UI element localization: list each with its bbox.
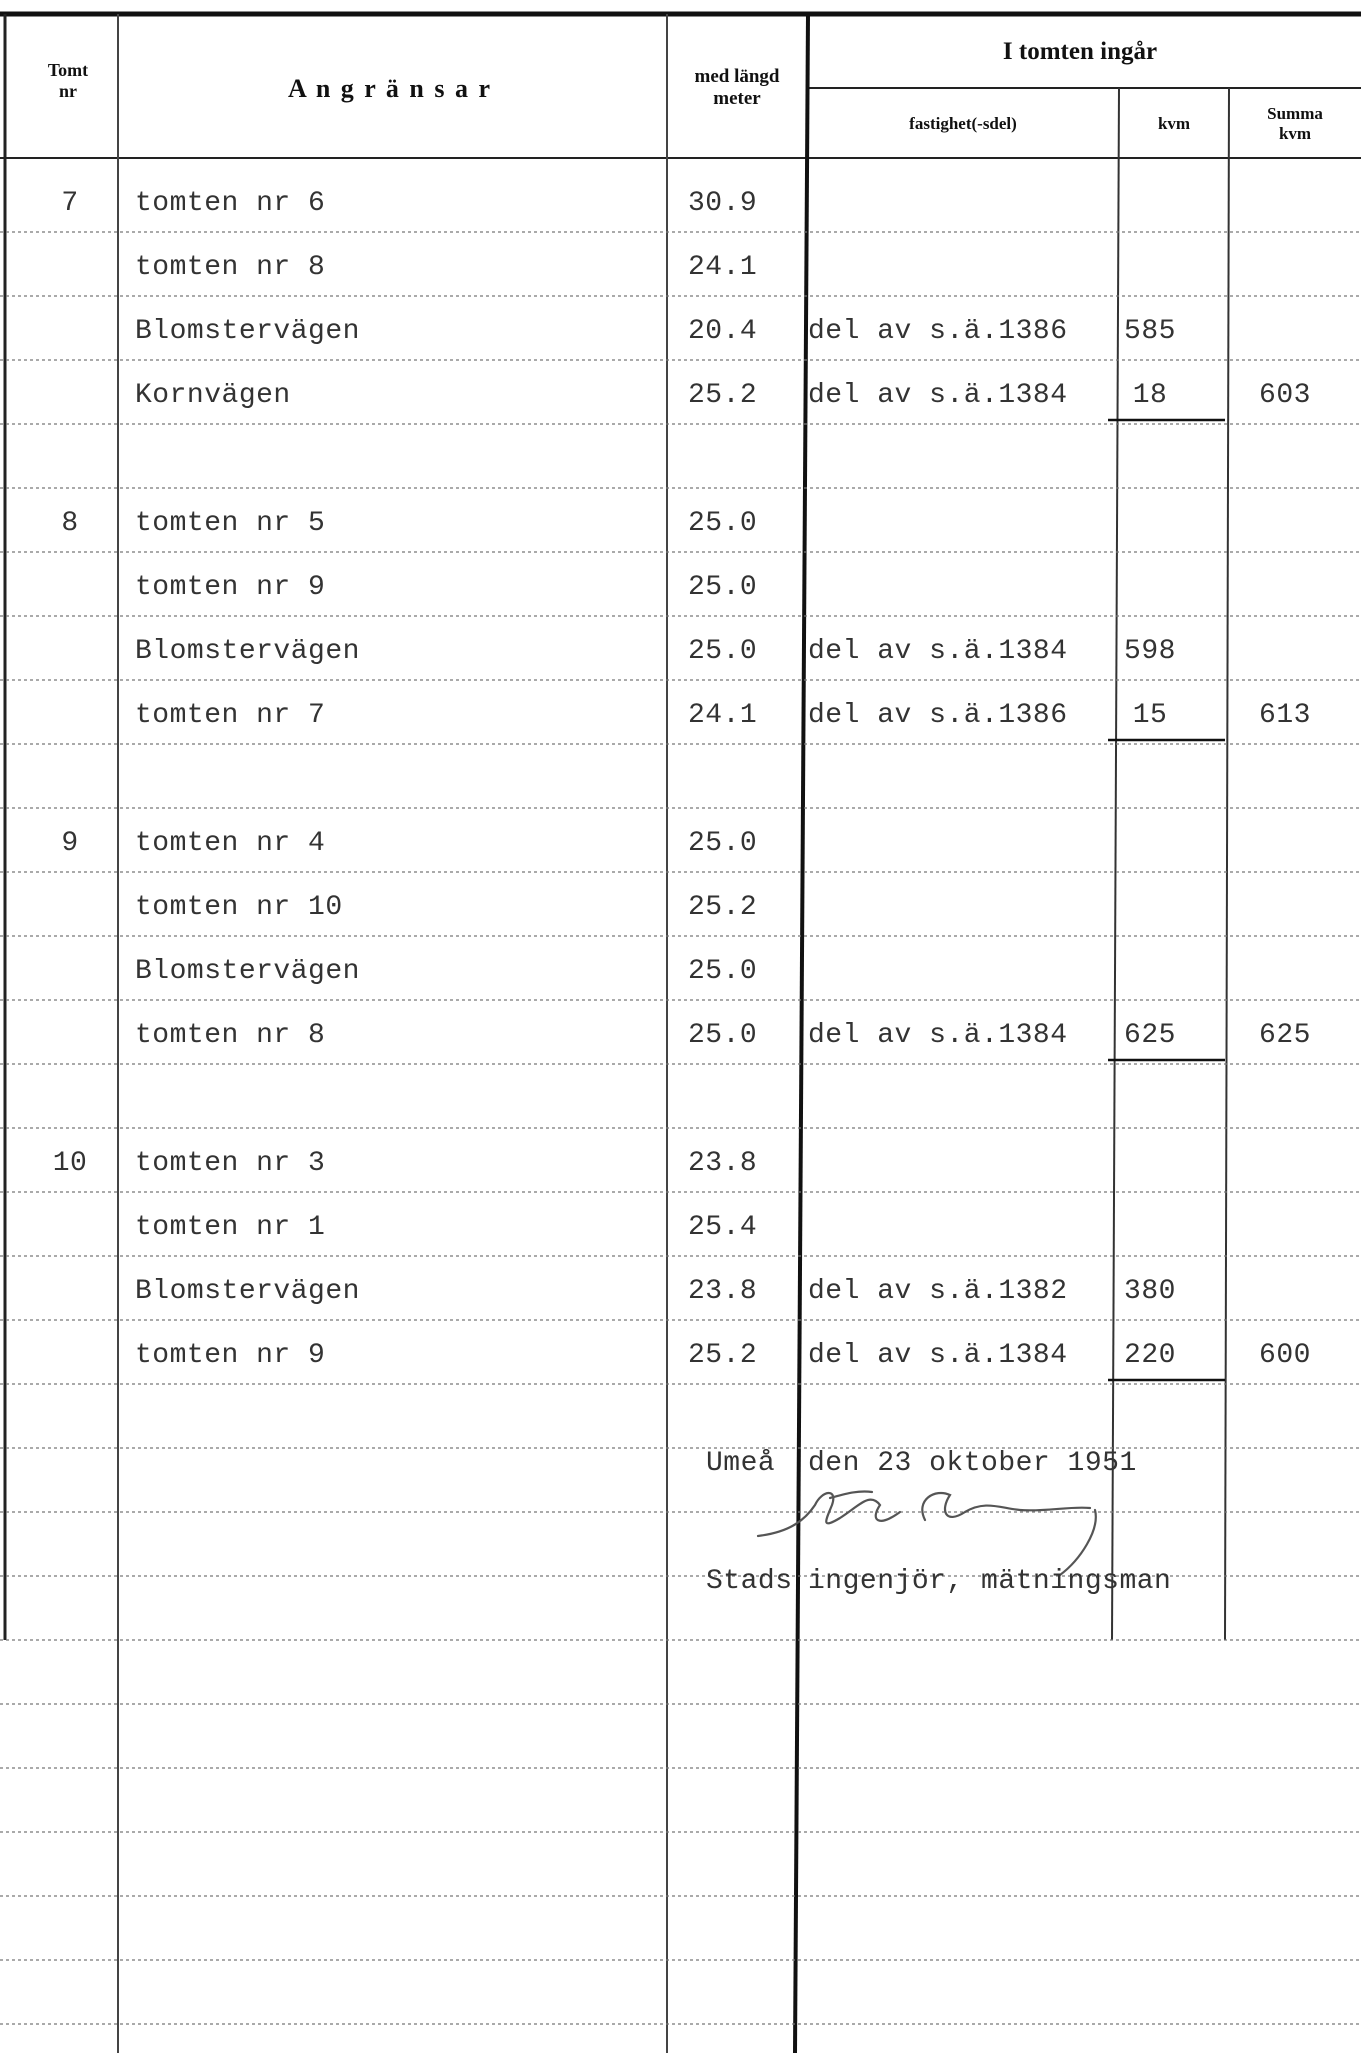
kvm-cell: 15 [1132, 700, 1168, 731]
tomt-number-cell: 8 [61, 508, 79, 539]
footer-title-right: ingenjör, mätningsman [808, 1566, 1172, 1597]
header-angransar: A n g r ä n s a r [288, 74, 492, 103]
header-summa [1229, 104, 1361, 143]
angransar-cell: tomten nr 6 [135, 188, 326, 219]
table-row [0, 820, 1361, 884]
summa-cell: 600 [1259, 1340, 1311, 1371]
table-row [0, 372, 1361, 436]
fastighet-cell: del av s.ä.1384 [808, 636, 1068, 667]
table-row [0, 564, 1361, 628]
langd-cell: 25.2 [688, 380, 758, 411]
footer-place: Umeå [706, 1448, 776, 1479]
langd-cell: 25.2 [688, 1340, 758, 1371]
table-row [0, 628, 1361, 692]
header-tomt-label: Tomt [47, 60, 89, 80]
angransar-cell: Blomstervägen [135, 1276, 360, 1307]
angransar-cell: tomten nr 5 [135, 508, 326, 539]
langd-cell: 25.2 [688, 892, 758, 923]
angransar-cell: tomten nr 9 [135, 1340, 326, 1371]
langd-cell: 23.8 [688, 1276, 758, 1307]
langd-cell: 30.9 [688, 188, 758, 219]
langd-cell: 25.0 [688, 956, 758, 987]
header-kvm: kvm [1157, 114, 1191, 133]
signature [758, 1491, 1096, 1575]
table-row [0, 1076, 1361, 1140]
fastighet-cell: del av s.ä.1384 [808, 380, 1068, 411]
summa-cell: 613 [1259, 700, 1311, 731]
header-tomt [28, 60, 108, 101]
table-row [0, 500, 1361, 564]
langd-cell: 23.8 [688, 1148, 758, 1179]
langd-cell: 24.1 [688, 700, 758, 731]
table-row [0, 884, 1361, 948]
angransar-cell: Blomstervägen [135, 316, 360, 347]
fastighet-cell: del av s.ä.1384 [808, 1340, 1068, 1371]
tomt-number-cell: 10 [52, 1148, 88, 1179]
header-i-tomten-ingar: I tomten ingår [1002, 38, 1158, 65]
header-meter-label: meter [713, 87, 761, 109]
footer-date: den 23 oktober 1951 [808, 1448, 1137, 1479]
langd-cell: 25.0 [688, 508, 758, 539]
angransar-cell: tomten nr 8 [135, 252, 326, 283]
langd-cell: 20.4 [688, 316, 758, 347]
langd-cell: 25.0 [688, 636, 758, 667]
angransar-cell: Kornvägen [135, 380, 291, 411]
angransar-cell: tomten nr 9 [135, 572, 326, 603]
footer-title-left: Stads [706, 1566, 793, 1597]
tomt-number-cell: 9 [61, 828, 79, 859]
kvm-cell: 585 [1124, 316, 1176, 347]
header-langd [668, 66, 806, 110]
header-fastighet: fastighet(-sdel) [909, 114, 1017, 133]
angransar-cell: Blomstervägen [135, 956, 360, 987]
kvm-cell: 220 [1124, 1340, 1176, 1371]
angransar-cell: Blomstervägen [135, 636, 360, 667]
table-row [0, 1140, 1361, 1204]
fastighet-cell: del av s.ä.1386 [808, 700, 1068, 731]
table-row [0, 1268, 1361, 1332]
header-summa-label: Summa [1267, 104, 1323, 123]
header-med-langd-label: med längd [694, 66, 780, 87]
header-nr-label: nr [59, 80, 77, 101]
table-row [0, 756, 1361, 820]
table-row [0, 180, 1361, 244]
fastighet-cell: del av s.ä.1384 [808, 1020, 1068, 1051]
angransar-cell: tomten nr 1 [135, 1212, 326, 1243]
langd-cell: 25.0 [688, 1020, 758, 1051]
table-row [0, 948, 1361, 1012]
kvm-cell: 598 [1124, 636, 1176, 667]
tomt-number-cell: 7 [61, 188, 79, 219]
kvm-cell: 380 [1124, 1276, 1176, 1307]
table-row [0, 1332, 1361, 1396]
langd-cell: 24.1 [688, 252, 758, 283]
header-summa-kvm-label: kvm [1278, 123, 1312, 143]
summa-cell: 603 [1259, 380, 1311, 411]
table-row [0, 308, 1361, 372]
langd-cell: 25.0 [688, 828, 758, 859]
angransar-cell: tomten nr 3 [135, 1148, 326, 1179]
fastighet-cell: del av s.ä.1386 [808, 316, 1068, 347]
angransar-cell: tomten nr 10 [135, 892, 343, 923]
fastighet-cell: del av s.ä.1382 [808, 1276, 1068, 1307]
kvm-cell: 18 [1132, 380, 1168, 411]
table-row [0, 244, 1361, 308]
langd-cell: 25.0 [688, 572, 758, 603]
langd-cell: 25.4 [688, 1212, 758, 1243]
table-row [0, 436, 1361, 500]
summa-cell: 625 [1259, 1020, 1311, 1051]
kvm-cell: 625 [1124, 1020, 1176, 1051]
table-row [0, 692, 1361, 756]
angransar-cell: tomten nr 8 [135, 1020, 326, 1051]
angransar-cell: tomten nr 4 [135, 828, 326, 859]
table-row [0, 1012, 1361, 1076]
angransar-cell: tomten nr 7 [135, 700, 326, 731]
table-row [0, 1204, 1361, 1268]
